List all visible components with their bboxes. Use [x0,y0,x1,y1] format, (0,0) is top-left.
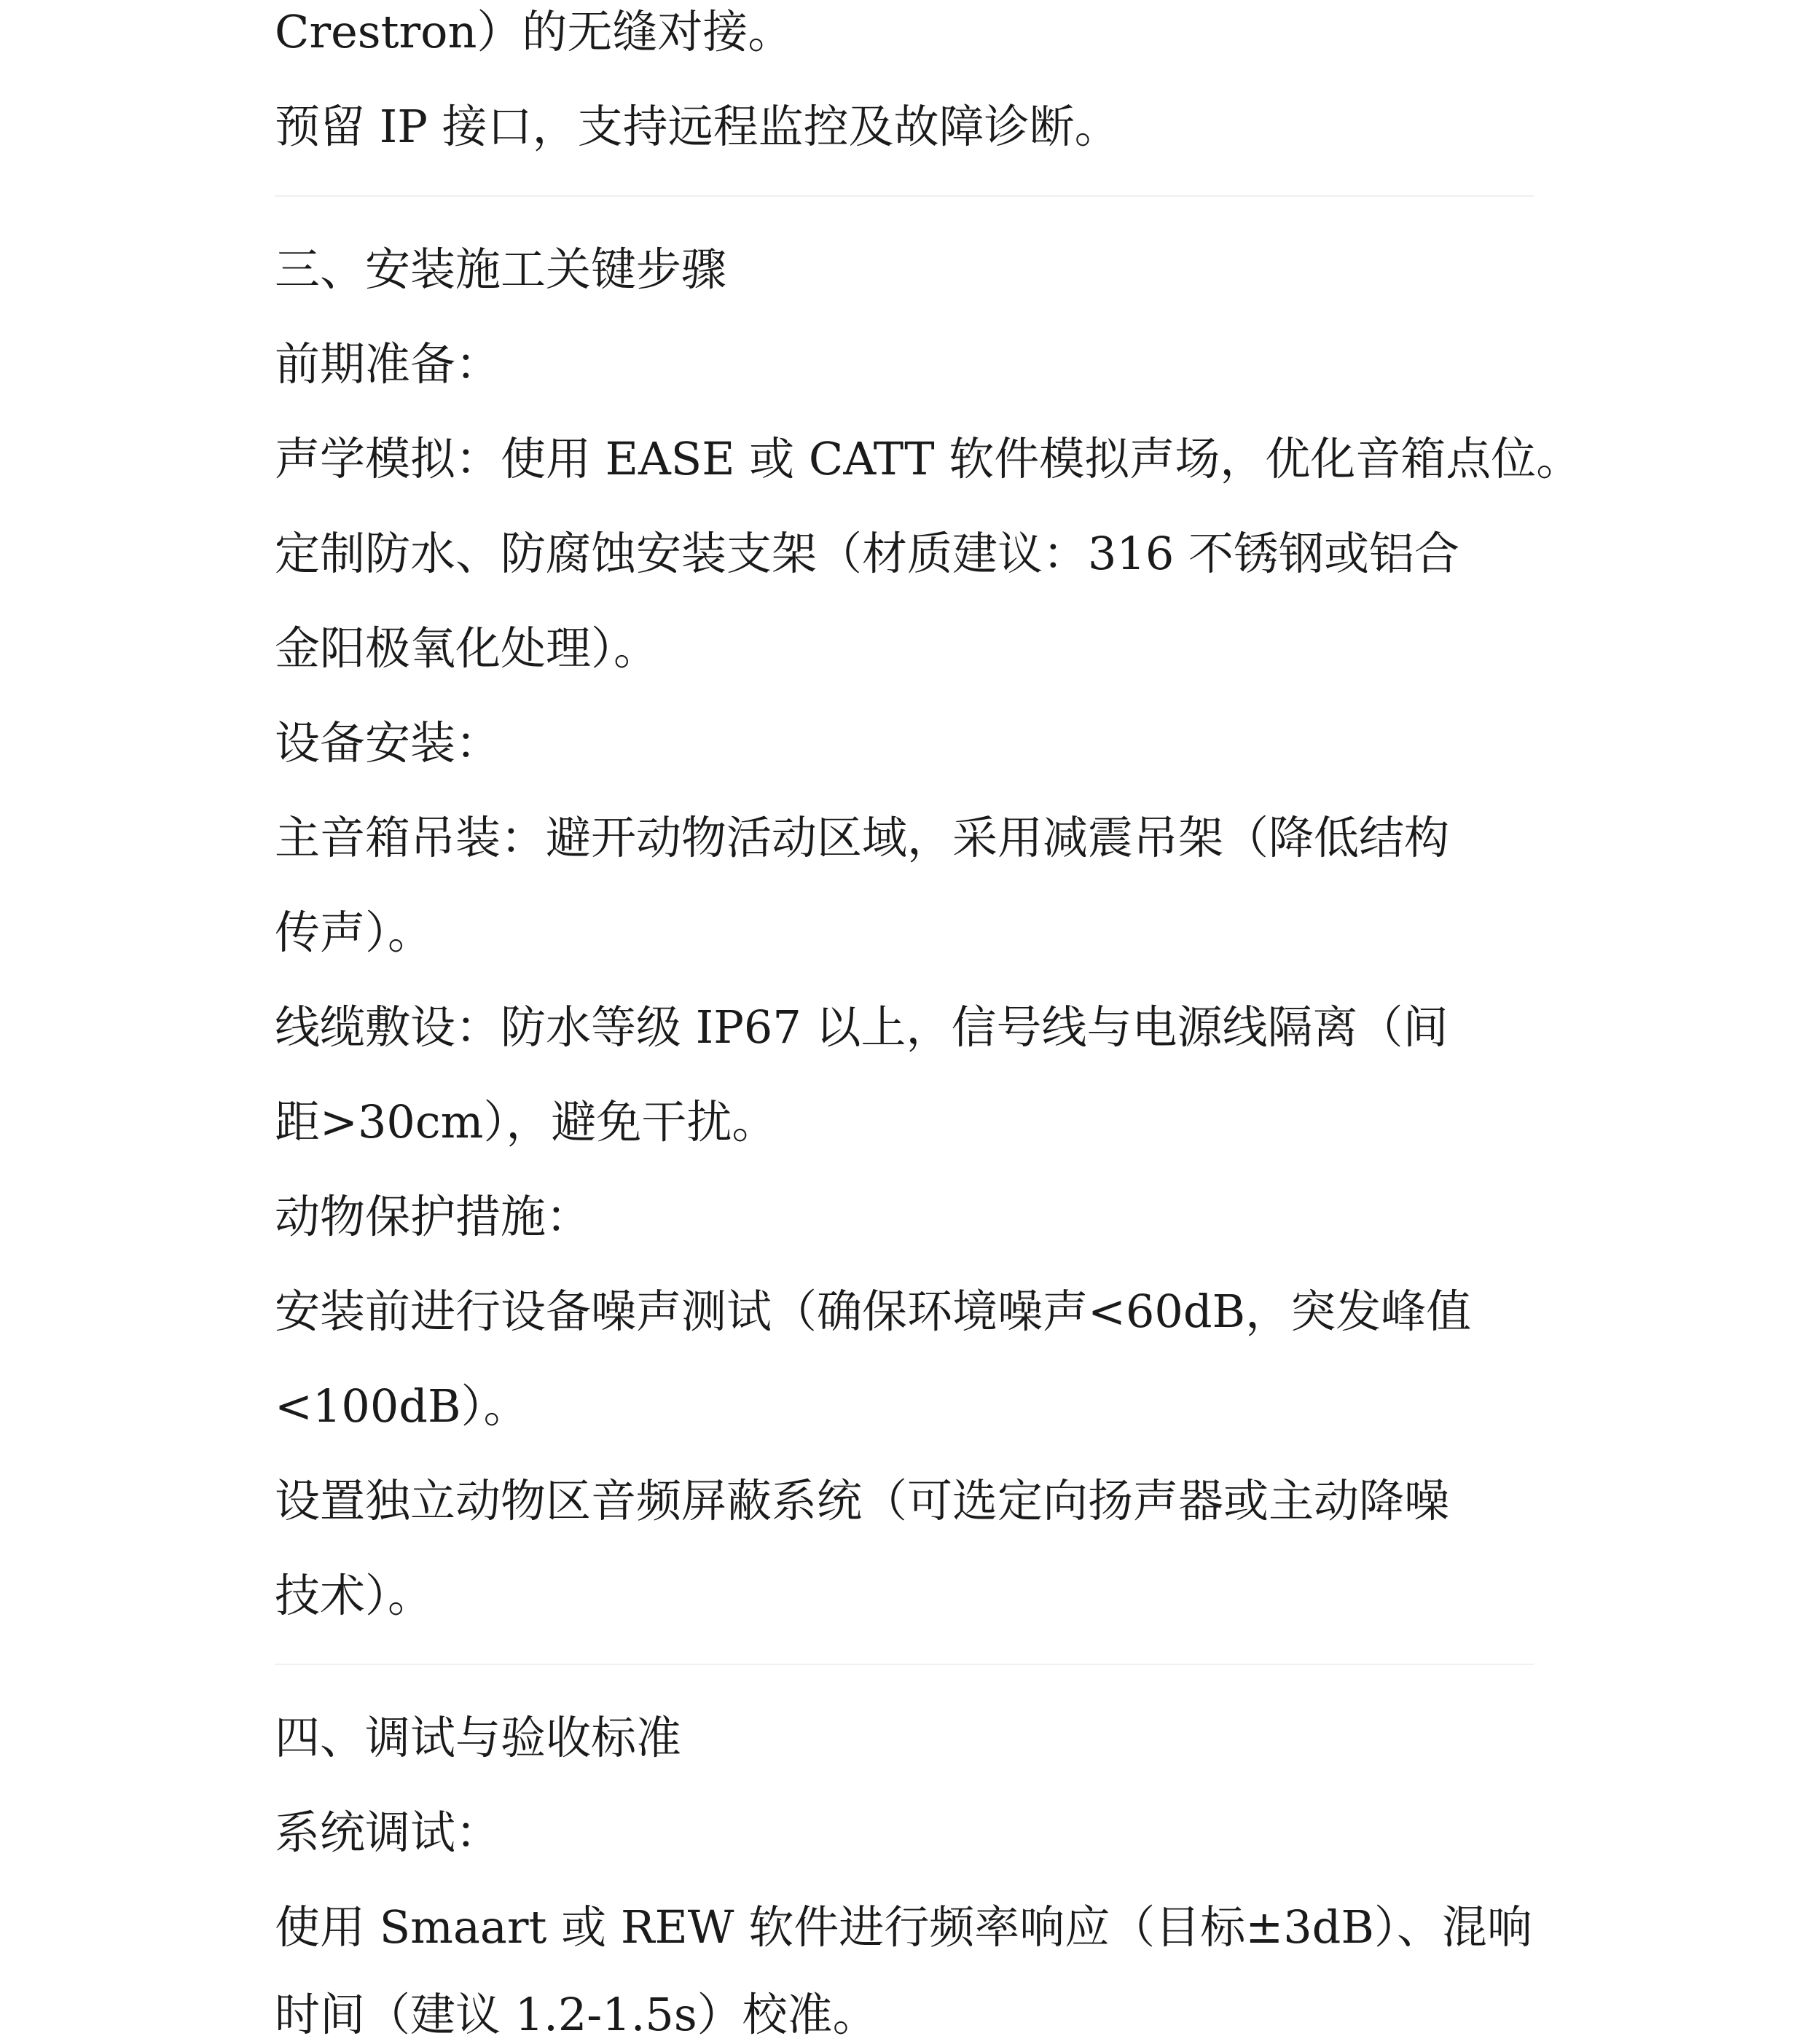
paragraph-line: 定制防水、防腐蚀安装支架（材质建议：316 不锈钢或铝合 [275,527,1460,580]
paragraph-line: 预留 IP 接口，支持远程监控及故障诊断。 [275,100,1120,153]
paragraph-line: 安装前进行设备噪声测试（确保环境噪声<60dB，突发峰值 [275,1285,1472,1338]
section-heading: 四、调试与验收标准 [275,1711,682,1764]
subsection-label: 设备安装： [275,716,501,770]
paragraph-line: 使用 Smaart 或 REW 软件进行频率响应（目标±3dB）、混响 [275,1900,1532,1954]
section-heading: 三、安装施工关键步骤 [275,243,727,296]
paragraph-line: 声学模拟：使用 EASE 或 CATT 软件模拟声场，优化音箱点位。 [275,432,1582,485]
section-divider [275,195,1534,197]
subsection-label: 系统调试： [275,1806,501,1859]
paragraph-line: 传声）。 [275,906,434,959]
section-divider [275,1664,1534,1665]
paragraph-line: 线缆敷设：防水等级 IP67 以上，信号线与电源线隔离（间 [275,1001,1449,1054]
paragraph-line: 金阳极氧化处理）。 [275,622,659,675]
paragraph-line: 技术）。 [275,1569,434,1622]
subsection-label: 动物保护措施： [275,1190,592,1243]
paragraph-line: 设置独立动物区音频屏蔽系统（可选定向扬声器或主动降噪 [275,1474,1450,1527]
paragraph-line: Crestron）的无缝对接。 [275,5,793,58]
paragraph-line: 主音箱吊装：避开动物活动区域，采用减震吊架（降低结构 [275,811,1450,864]
subsection-label: 前期准备： [275,337,501,391]
paragraph-line: 时间（建议 1.2-1.5s）校准。 [275,1988,878,2041]
paragraph-line: 距>30cm），避免干扰。 [275,1095,777,1148]
paragraph-line: <100dB）。 [275,1379,529,1433]
